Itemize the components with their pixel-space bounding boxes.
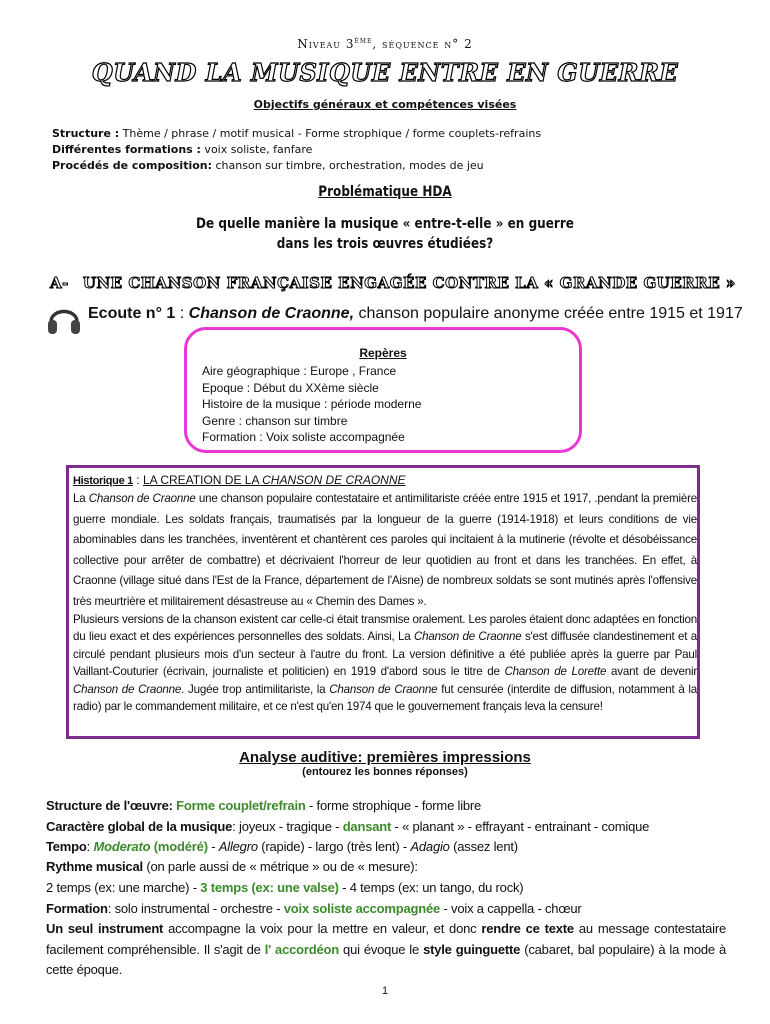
reperes-line: Aire géographique : Europe , France	[202, 364, 397, 378]
page-number: 1	[381, 985, 389, 997]
historique-box	[66, 465, 700, 739]
analyse-subtitle: (entourez les bonnes réponses)	[302, 766, 468, 778]
question-formation: Formation: solo instrumental - orchestre - voix soliste accompagnée - voix a cappella - chœur	[46, 901, 582, 916]
problematique-question-line1: De quelle manière la musique « entre-t-elle » en guerre	[196, 216, 574, 232]
headphones-icon	[46, 300, 82, 338]
historique-paragraph-2: Plusieurs versions de la chanson existent car celle-ci était transmise oralement. Les paroles étaient donc adaptées en fonction du lieu exact et des expériences personnelles des soldats. Ainsi, La Chanson de Craonne s'est diffusée clandestinement et a circulé pendant plusieurs mois d'un secteur à l'autre du front. La version définitive a été publiée après la guerre par Paul Vaillant-Couturier (écrivain, journaliste et politicien) en 1919 d'abord sous le titre de Chanson de Lorette avant de devenir Chanson de Craonne. Jugée trop antimilitariste, la Chanson de Craonne fut censurée (interdite de diffusion, notamment à la radio) par le commandement militaire, et ce n'est qu'en 1974 que le gouvernement français leva la censure!	[73, 612, 698, 714]
question-rythme: Rythme musical (on parle aussi de « métrique » ou de « mesure):	[46, 859, 418, 874]
question-tempo: Tempo: Moderato (modéré) - Allegro (rapide) - largo (très lent) - Adagio (assez lent)	[46, 839, 518, 854]
ecoute-line: Ecoute n° 1 : Chanson de Craonne, chanson populaire anonyme créée entre 1915 et 1917	[88, 305, 743, 322]
historique-paragraph-1: La Chanson de Craonne une chanson populaire contestataire et antimilitariste créée entre 1915 et 1917, .pendant la première guerre mondiale. Les soldats français, traumatisés par la longueur de la guerre (1914-1918) et leurs conditions de vie abominables dans les tranchées, inventèrent et chantèrent ces paroles qui incitaient à la mutinerie (révolte et désobéissance collective pour arrêter de combattre) et décrivaient l'horreur de leur quotidien au front et dans les tranchées. En effet, à Craonne (village situé dans l'Est de la France, département de l'Aisne) de nombreux soldats se sont mutinés après l'offensive très meurtrière et militairement désastreuse au « Chemin des Dames ».	[73, 492, 697, 608]
level-sequence-line: Niveau 3ème, séquence n° 2	[297, 36, 473, 51]
problematique-question-line2: dans les trois œuvres étudiées?	[276, 236, 494, 252]
instrument-paragraph: Un seul instrument accompagne la voix pour la mettre en valeur, et donc rendre ce texte au message contestataire facilement compréhensible. Il s'agit de l' accordéon qui évoque le style guinguette (cabaret, bal populaire) à la mode à cette époque.	[46, 921, 726, 977]
page-title: QUAND LA MUSIQUE ENTRE EN GUERRE	[91, 58, 679, 87]
reperes-title: Repères	[359, 346, 407, 360]
reperes-line: Histoire de la musique : période moderne	[202, 397, 422, 411]
reperes-box	[184, 327, 582, 453]
competence-structure: Structure : Thème / phrase / motif musical - Forme strophique / forme couplets-refrains	[52, 127, 542, 140]
problematique-title: Problématique HDA	[318, 184, 452, 200]
reperes-line: Formation : Voix soliste accompagnée	[202, 430, 405, 444]
competence-composition: Procédés de composition: chanson sur timbre, orchestration, modes de jeu	[52, 159, 484, 172]
question-caractere: Caractère global de la musique: joyeux - tragique - dansant - « planant » - effrayant - entrainant - comique	[46, 819, 650, 834]
historique-title: Historique 1 : LA CREATION DE LA CHANSON DE CRAONNE	[73, 473, 406, 487]
section-a-heading: A- UNE CHANSON FRANÇAISE ENGAGÉE CONTRE LA « GRANDE GUERRE »	[50, 274, 736, 292]
objectives-heading: Objectifs généraux et compétences visées	[253, 98, 517, 111]
reperes-line: Epoque : Début du XXème siècle	[202, 380, 379, 395]
question-temps: 2 temps (ex: une marche) - 3 temps (ex: une valse) - 4 temps (ex: un tango, du rock)	[46, 880, 524, 895]
analyse-title: Analyse auditive: premières impressions	[239, 749, 531, 766]
competence-formations: Différentes formations : voix soliste, fanfare	[52, 143, 313, 156]
question-structure: Structure de l'œuvre: Forme couplet/refrain - forme strophique - forme libre	[46, 798, 482, 813]
reperes-line: Genre : chanson sur timbre	[202, 413, 348, 428]
